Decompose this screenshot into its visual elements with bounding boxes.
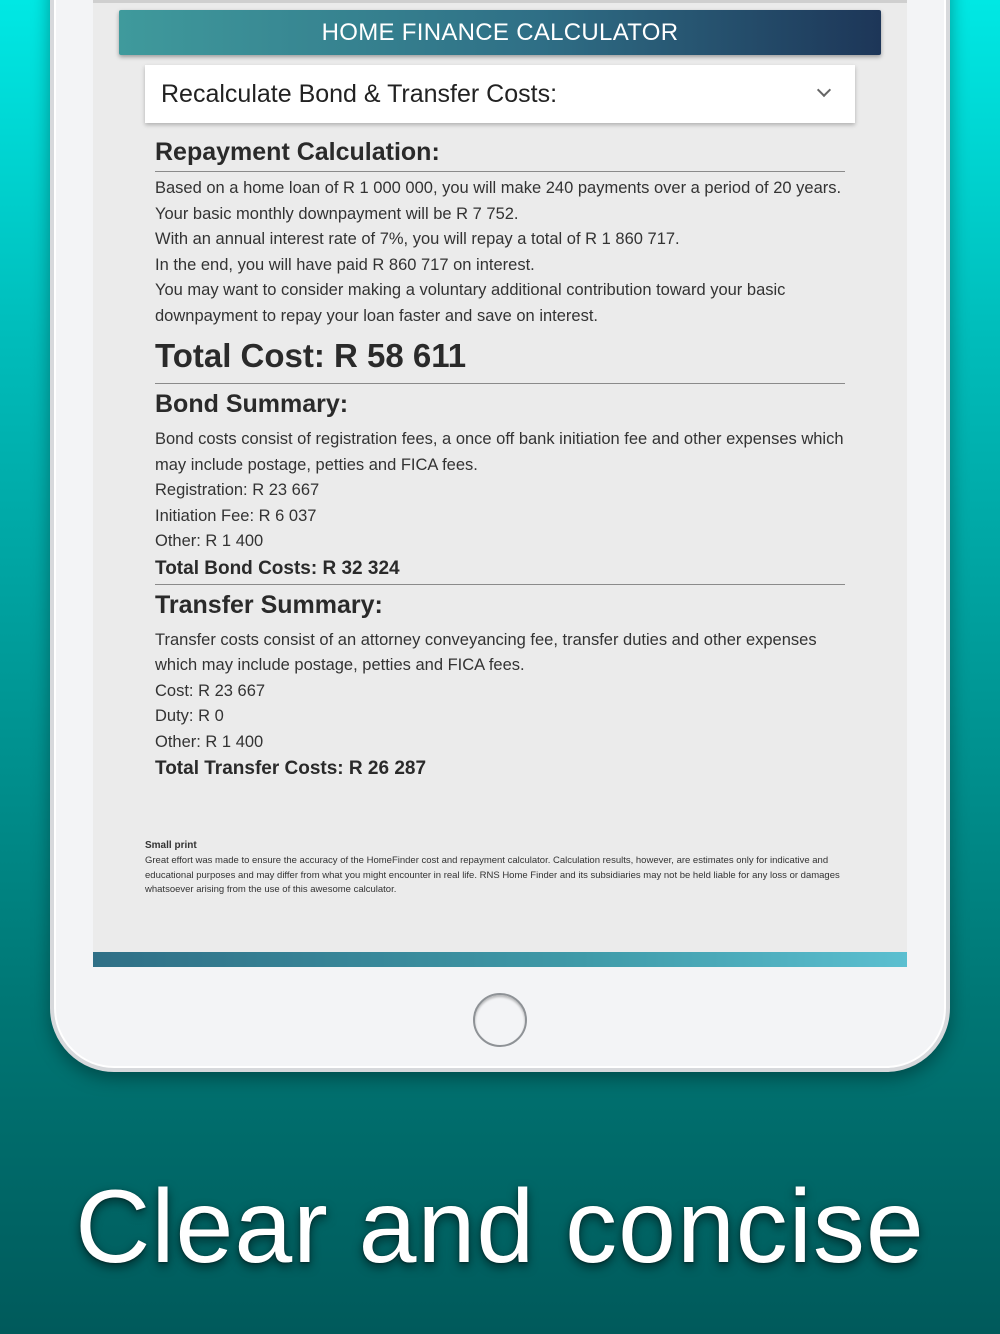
results-content: [155, 138, 845, 784]
total-cost: Total Cost: R 58 611: [155, 337, 845, 384]
bond-other: Other: R 1 400: [155, 532, 264, 550]
bond-description: Bond costs consist of registration fees, a once off bank initiation fee and other expenses which may include postage, petties and FICA fees.: [155, 430, 844, 474]
repayment-line: With an annual interest rate of 7%, you will repay a total of R 1 860 717.: [155, 230, 680, 248]
repayment-heading: Repayment Calculation:: [155, 138, 845, 172]
recalculate-dropdown[interactable]: [145, 65, 855, 123]
app-header-title: HOME FINANCE CALCULATOR: [119, 10, 881, 55]
transfer-duty: Duty: R 0: [155, 707, 224, 725]
marketing-slogan: Clear and concise: [75, 1169, 925, 1285]
home-button[interactable]: [473, 993, 527, 1047]
small-print-title: Small print: [145, 840, 197, 851]
bottom-accent-bar: [93, 952, 907, 967]
app-screen: [93, 0, 907, 967]
small-print-body: Great effort was made to ensure the accuracy of the HomeFinder cost and repayment calculator. Calculation results, however, are estimates only for indicative and educational purposes and may differ from what you might encounter in real life. RNS Home Finder and its subsidiaries may not be held liable for any loss or damages whatsoever arising from the use of this awesome calculator.: [145, 855, 840, 895]
bond-initiation-fee: Initiation Fee: R 6 037: [155, 506, 317, 525]
bond-heading: Bond Summary:: [155, 390, 349, 418]
transfer-heading: Transfer Summary:: [155, 590, 383, 619]
transfer-description: Transfer costs consist of an attorney conveyancing fee, transfer duties and other expenses which may include postage, petties and FICA fees.: [155, 630, 817, 674]
repayment-line: You may want to consider making a voluntary additional contribution toward your basic downpayment to repay your loan faster and save on interest.: [155, 281, 786, 325]
recalculate-dropdown-label: Recalculate Bond & Transfer Costs:: [161, 79, 558, 108]
transfer-total: Total Transfer Costs: R 26 287: [155, 758, 427, 779]
bond-registration: Registration: R 23 667: [155, 481, 320, 499]
chevron-down-icon[interactable]: [817, 83, 831, 97]
repayment-line: Based on a home loan of R 1 000 000, you will make 240 payments over a period of 20 years.: [155, 179, 842, 197]
repayment-line: In the end, you will have paid R 860 717 on interest.: [155, 255, 535, 274]
transfer-cost: Cost: R 23 667: [155, 681, 266, 700]
screen-top-divider: [93, 0, 907, 3]
bond-total: Total Bond Costs: R 32 324: [155, 555, 845, 585]
small-print: [145, 840, 845, 898]
repayment-line: Your basic monthly downpayment will be R 7 752.: [155, 204, 519, 223]
transfer-other: Other: R 1 400: [155, 732, 264, 751]
